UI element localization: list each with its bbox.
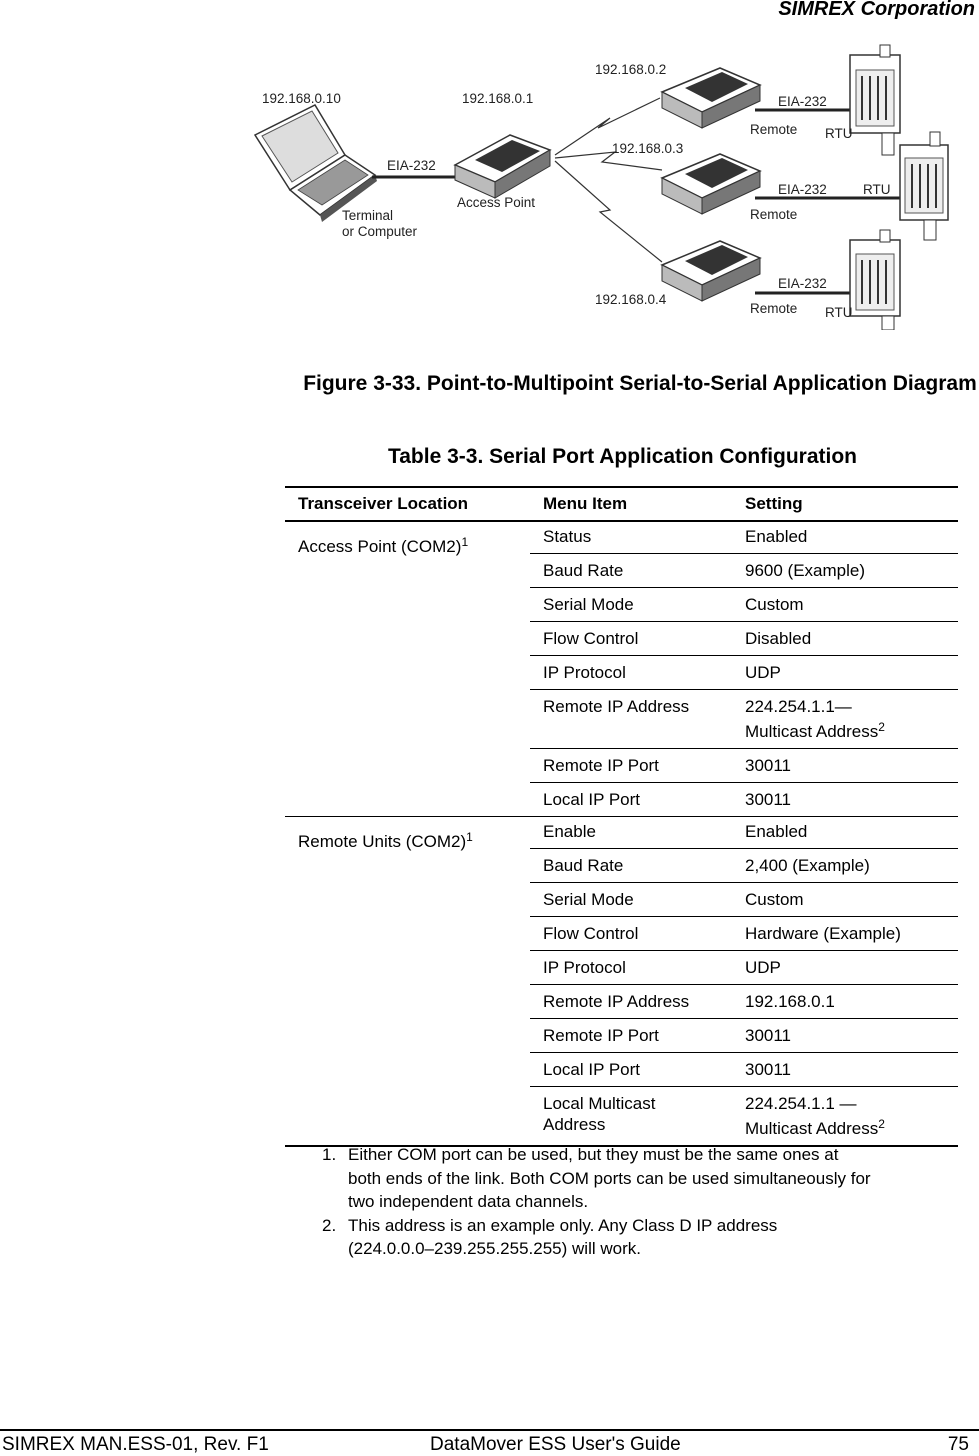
terminal-link-label: EIA-232 (387, 158, 436, 173)
setting-cell: Custom (732, 883, 958, 917)
note-item: 1. Either COM port can be used, but they must be the same ones at both ends of the link. Both COM ports can be used simultaneously for two independent data channels. (322, 1145, 871, 1211)
rtu-label: RTU (825, 305, 853, 320)
footer-doc-id: SIMREX MAN.ESS-01, Rev. F1 (2, 1434, 269, 1455)
setting-cell: 30011 (732, 749, 958, 783)
note-number: 1. (322, 1145, 337, 1164)
location-cell: Access Point $(COM2)^1$ (285, 521, 530, 817)
menu-item-cell: Flow Control (530, 622, 732, 656)
header-location: Transceiver Location (285, 487, 530, 521)
terminal-ip: 192.168.0.10 (262, 91, 341, 106)
menu-item-cell: IP Protocol (530, 656, 732, 690)
remote-ip: 192.168.0.4 (595, 292, 667, 307)
table-notes (322, 1143, 932, 1261)
table-header-row (285, 487, 958, 521)
menu-item-cell: IP Protocol (530, 951, 732, 985)
setting-cell: Disabled (732, 622, 958, 656)
setting-cell: 30011 (732, 1053, 958, 1087)
setting-cell: Custom (732, 588, 958, 622)
menu-item-cell: Serial Mode (530, 883, 732, 917)
menu-item-cell: Remote IP Port (530, 749, 732, 783)
location-cell: Remote Units $(COM2)^1$ (285, 817, 530, 1147)
access-point-icon (455, 135, 550, 198)
ap-ip: 192.168.0.1 (462, 91, 534, 106)
rtu-icon (900, 132, 948, 240)
header-menu-item: Menu Item (530, 487, 732, 521)
menu-item-cell: Local Multicast Address (530, 1087, 732, 1147)
rtu-icon (850, 230, 900, 330)
remote-link-label: EIA-232 (778, 182, 827, 197)
table-caption: Table 3-3. Serial Port Application Configuration (387, 445, 858, 468)
setting-cell: 30011 (732, 1019, 958, 1053)
network-diagram (250, 40, 979, 330)
remote-label: Remote (750, 122, 798, 137)
terminal-label-1: Terminal (342, 208, 394, 223)
setting-cell: 30011 (732, 783, 958, 817)
remote-radio-icon (662, 154, 760, 214)
menu-item-cell: Baud Rate (530, 849, 732, 883)
terminal-label-2: or Computer (342, 224, 418, 239)
remote-label: Remote (750, 207, 798, 222)
menu-item-cell: Serial Mode (530, 588, 732, 622)
menu-item-cell: Flow Control (530, 917, 732, 951)
footer-title: DataMover ESS User's Guide (430, 1434, 681, 1455)
table-row (285, 817, 958, 849)
menu-item-cell: Remote IP Address (530, 985, 732, 1019)
page-number: 75 (947, 1434, 969, 1455)
figure-caption: Figure 3-33. Point-to-Multipoint Serial-to-Serial Application Diagram (303, 372, 977, 395)
setting-cell: Hardware (Example) (732, 917, 958, 951)
remote-link-label: EIA-232 (778, 276, 827, 291)
rtu-label: RTU (825, 126, 853, 141)
setting-cell: UDP (732, 656, 958, 690)
setting-cell: Enabled (732, 521, 958, 554)
note-number: 2. (322, 1215, 337, 1235)
remote-ip: 192.168.0.2 (595, 62, 667, 77)
menu-item-cell: Local IP Port (530, 783, 732, 817)
remote-ip: 192.168.0.3 (612, 141, 684, 156)
menu-item-cell: Remote IP Port (530, 1019, 732, 1053)
setting-cell: 9600 (Example) (732, 554, 958, 588)
header-setting: Setting (732, 487, 958, 521)
remote-link-label: EIA-232 (778, 94, 827, 109)
setting-cell: 192.168.0.1 (732, 985, 958, 1019)
table-row (285, 521, 958, 554)
setting-cell: 224.254.1.1— Multicast Address$^2$ (732, 690, 958, 749)
menu-item-cell: Enable (530, 817, 732, 849)
company-name: SIMREX Corporation (778, 0, 975, 20)
remote-radio-icon (662, 68, 760, 128)
config-table (285, 486, 958, 1147)
menu-item-cell: Baud Rate (530, 554, 732, 588)
menu-item-cell: Status (530, 521, 732, 554)
ap-label: Access Point (457, 195, 536, 210)
setting-cell: Enabled (732, 817, 958, 849)
setting-cell: UDP (732, 951, 958, 985)
footer-rule (0, 1429, 979, 1431)
remote-label: Remote (750, 301, 798, 316)
setting-cell: 224.254.1.1 — Multicast Address$^2$ (732, 1087, 958, 1147)
rtu-label: RTU (863, 182, 891, 197)
menu-item-cell: Local IP Port (530, 1053, 732, 1087)
note-item: 2. This address is an example only. Any Class D IP address (224.0.0.0–239.255.255.255) will work. (322, 1215, 778, 1258)
menu-item-cell: Remote IP Address (530, 690, 732, 749)
setting-cell: 2,400 (Example) (732, 849, 958, 883)
rtu-icon (850, 45, 900, 155)
remote-radio-icon (662, 241, 760, 301)
laptop-icon (255, 105, 377, 222)
